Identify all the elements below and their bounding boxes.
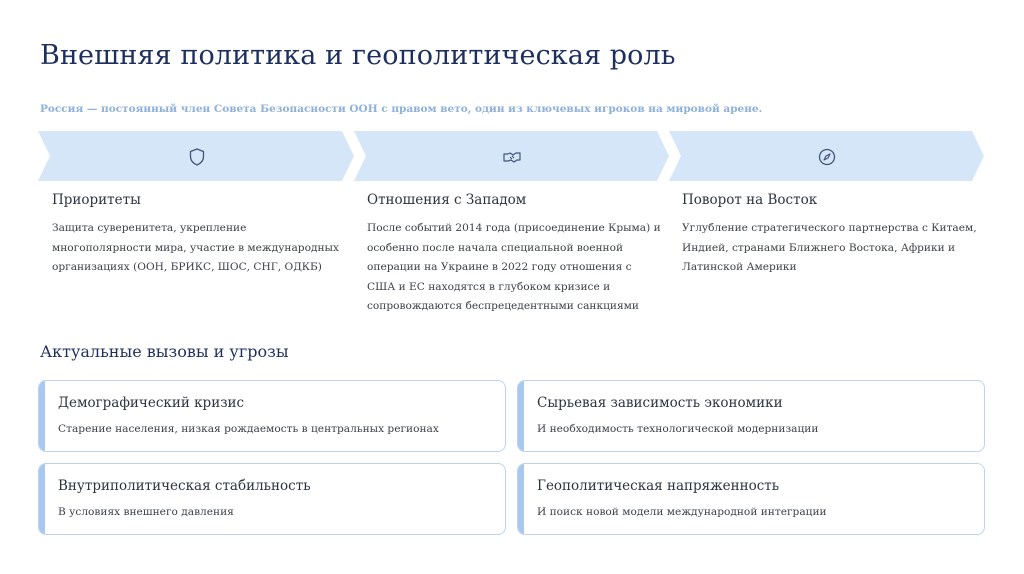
card-accent-bar [518, 464, 524, 534]
card-text: И необходимость технологической модернизации [537, 423, 819, 435]
column-title: Приоритеты [52, 192, 141, 208]
card-title: Демографический кризис [58, 395, 245, 411]
page-title: Внешняя политика и геополитическая роль [40, 40, 676, 71]
card-text: Старение населения, низкая рождаемость в центральных регионах [58, 423, 439, 435]
card-accent-bar [39, 381, 45, 451]
page-subtitle: Россия — постоянный член Совета Безопасности ООН с правом вето, один из ключевых игроков на мировой арене. [40, 103, 763, 115]
card-text: В условиях внешнего давления [58, 506, 234, 518]
challenge-card-stability [38, 463, 506, 535]
challenge-card-geopolitics [517, 463, 985, 535]
column-text: Углубление стратегического партнерства с Китаем, Индией, странами Ближнего Востока, Африки и Латинской Америки [682, 222, 977, 273]
column-title: Поворот на Восток [682, 192, 818, 208]
column-east-turn [682, 192, 978, 278]
challenge-card-demography [38, 380, 506, 452]
section-title: Актуальные вызовы и угрозы [40, 342, 289, 361]
card-title: Внутриполитическая стабильность [58, 478, 311, 494]
shield-icon [186, 146, 208, 168]
compass-icon [816, 146, 838, 168]
column-text: Защита суверенитета, укрепление многополярности мира, участие в международных организациях (ООН, БРИКС, ШОС, СНГ, ОДКБ) [52, 222, 339, 273]
card-title: Геополитическая напряженность [537, 478, 780, 494]
card-accent-bar [518, 381, 524, 451]
column-priorities [52, 192, 348, 278]
card-text: И поиск новой модели международной интеграции [537, 506, 827, 518]
handshake-icon [501, 146, 523, 168]
column-title: Отношения с Западом [367, 192, 527, 208]
challenge-card-raw-materials [517, 380, 985, 452]
card-title: Сырьевая зависимость экономики [537, 395, 783, 411]
card-accent-bar [39, 464, 45, 534]
column-text: После событий 2014 года (присоединение Крыма) и особенно после начала специальной военной операции на Украине в 2022 году отношения с США и ЕС находятся в глубоком кризисе и сопровождаются беспрецедентными санкциями [367, 222, 661, 312]
column-west-relations [367, 192, 663, 317]
